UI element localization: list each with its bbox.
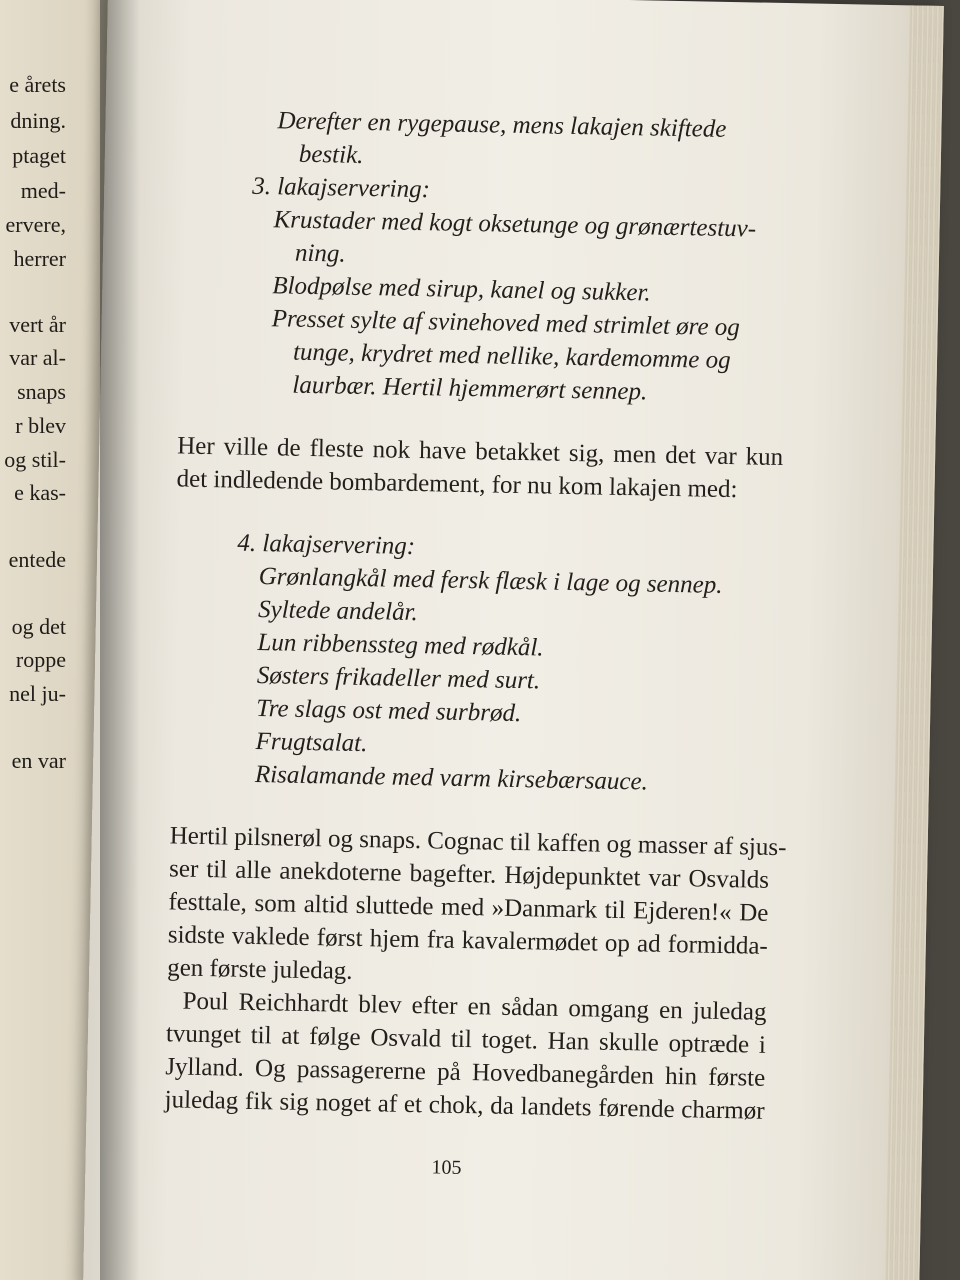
left-page-line: entede [8, 547, 66, 572]
body-line: gen første juledag. [166, 954, 353, 985]
body-line: ser til alle anekdoterne bagefter. Højdepunktet var Osvalds [168, 855, 770, 894]
body-line: sidste vaklede først hjem fra kavalermødet op ad formidda- [167, 921, 769, 960]
left-page-line: herrer [13, 246, 66, 271]
menu-3-item: Presset sylte af svinehoved med strimlet øre og [271, 305, 741, 342]
book-gutter-shadow [100, 0, 140, 1280]
body-line: Poul Reichhardt blev efter en sådan omgang en juledag [182, 987, 767, 1026]
menu-3-item: Blodpølse med sirup, kanel og sukker. [272, 272, 651, 307]
menu-3-item: ning. [294, 239, 346, 268]
left-page-line: r blev [15, 413, 66, 438]
left-page-line: e kas- [14, 480, 66, 505]
menu-4-item: Grønlangkål med fersk flæsk i lage og sennep. [258, 563, 723, 599]
body-line: Her ville de fleste nok have betakket sig, men det var kun [177, 432, 784, 472]
left-page-line: snaps [17, 379, 66, 404]
left-page-line: nel ju- [9, 681, 66, 706]
menu-intro-continued: bestik. [298, 140, 364, 169]
left-page-line: en var [11, 748, 66, 773]
menu-3-item: Krustader med kogt oksetunge og grønærtestuv- [273, 206, 757, 243]
left-page-line: ervere, [5, 212, 66, 237]
body-line: festtale, som altid sluttede med »Danmark til Ejderen!« De [168, 888, 769, 927]
body-line: Hertil pilsnerøl og snaps. Cognac til kaffen og masser af sjus- [169, 822, 787, 862]
left-page-line: og det [11, 614, 66, 639]
menu-3-item: tunge, krydret med nellike, kardemomme og [292, 338, 731, 375]
menu-4-item: Søsters frikadeller med surt. [256, 661, 541, 695]
left-page-line: roppe [15, 647, 66, 672]
menu-4-item: Syltede andelår. [257, 595, 419, 627]
menu-4-item: Lun ribbenssteg med rødkål. [257, 628, 544, 662]
left-page-line: og stil- [4, 447, 66, 472]
left-page-line: e årets [9, 72, 66, 97]
left-page-line: ptaget [12, 143, 66, 168]
menu-4-item: Risalamande med varm kirsebærsauce. [254, 760, 649, 796]
menu-4-heading: 4. lakajservering: [237, 529, 416, 560]
right-page [83, 0, 944, 1280]
left-page-line: med- [20, 178, 66, 203]
left-page-line: var al- [9, 345, 66, 370]
left-page-line: vert år [9, 312, 66, 337]
menu-3-heading: 3. lakajservering: [251, 172, 431, 204]
menu-4-item: Frugtsalat. [255, 727, 368, 758]
body-line: tvunget til at følge Osvald til toget. Han skulle optræde i [165, 1020, 767, 1059]
body-line: juledag fik sig noget af et chok, da landets førende charmør [164, 1086, 765, 1125]
menu-intro: Derefter en rygepause, mens lakajen skiftede [277, 107, 727, 143]
page-number: 105 [431, 1156, 462, 1180]
body-line: det indledende bombardement, for nu kom lakajen med: [176, 465, 738, 504]
page-text [164, 0, 826, 1180]
left-page-line: dning. [10, 108, 66, 133]
menu-4-item: Tre slags ost med surbrød. [255, 694, 522, 728]
page-edge [885, 5, 944, 1280]
menu-3-item: laurbær. Hertil hjemmerørt sennep. [292, 371, 648, 406]
body-line: Jylland. Og passagererne på Hovedbanegården hin første [165, 1053, 766, 1092]
